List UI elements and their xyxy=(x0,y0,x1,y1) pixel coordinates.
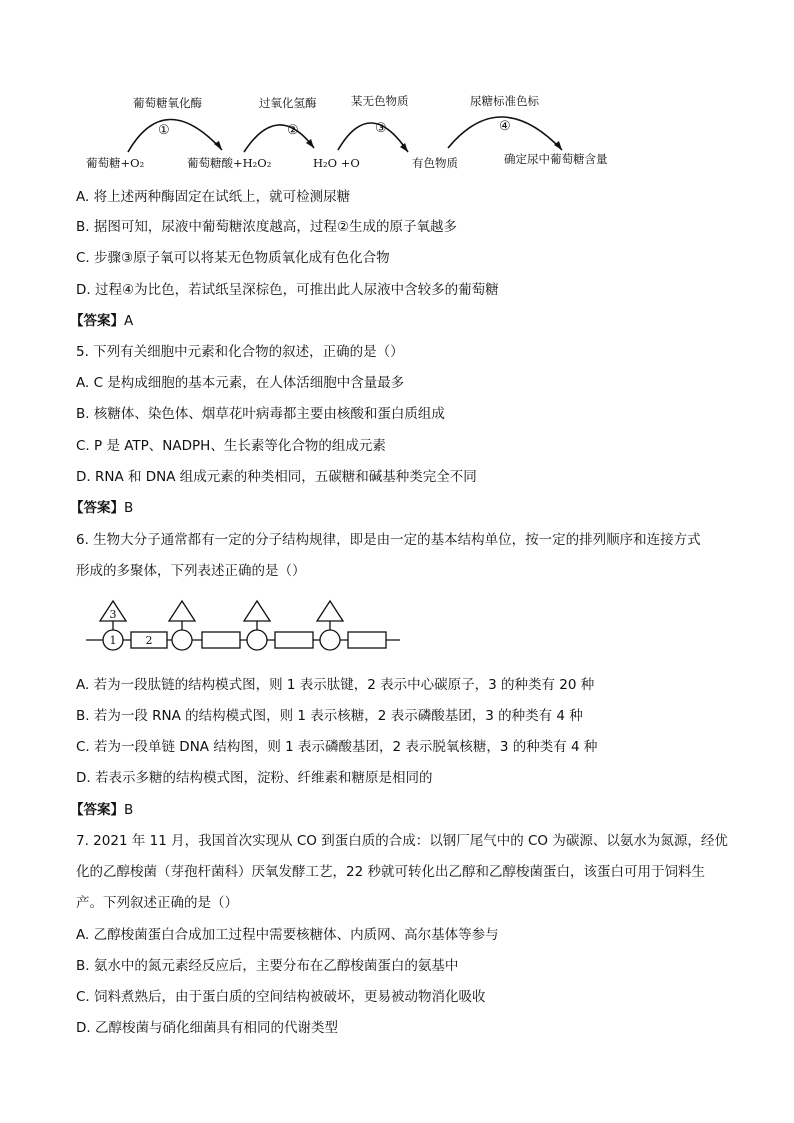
reaction-diagram xyxy=(0,0,794,180)
step-label-2: ② xyxy=(287,123,299,138)
q4-option-c: C. 步骤③原子氧可以将某无色物质氧化成有色化合物 xyxy=(76,250,390,266)
q6-option-b: B. 若为一段 RNA 的结构模式图，则 1 表示核糖，2 表示磷酸基团，3 的种类有 4 种 xyxy=(76,708,583,724)
step-label-3: ③ xyxy=(375,121,387,136)
q7-option-d: D. 乙醇梭菌与硝化细菌具有相同的代谢类型 xyxy=(76,1020,338,1036)
polymer-diagram xyxy=(0,590,794,660)
q6-stem-line-2: 形成的多聚体，下列表述正确的是（） xyxy=(76,563,306,579)
answer-label: 【答案】 xyxy=(70,313,124,329)
circle-4 xyxy=(320,630,340,650)
q6-option-a: A. 若为一段肽链的结构模式图，则 1 表示肽键，2 表示中心碳原子，3 的种类有 20 种 xyxy=(76,677,595,693)
answer-value: B xyxy=(124,500,134,516)
arc-step-3 xyxy=(338,123,408,152)
q7-option-c: C. 饲料煮熟后，由于蛋白质的空间结构被破坏，更易被动物消化吸收 xyxy=(76,989,486,1005)
circle-2 xyxy=(172,630,192,650)
enzyme-label-3: 某无色物质 xyxy=(351,94,409,108)
q5-answer xyxy=(70,499,133,517)
q4-option-b: B. 据图可知，尿液中葡萄糖浓度越高，过程②生成的原子氧越多 xyxy=(76,219,457,235)
node-water-oxygen: H₂O +O xyxy=(313,156,360,170)
arc-step-1 xyxy=(128,119,222,152)
q5-stem: 5. 下列有关细胞中元素和化合物的叙述，正确的是（） xyxy=(76,344,404,360)
q5-option-d: D. RNA 和 DNA 组成元素的种类相同，五碳糖和碱基种类完全不同 xyxy=(76,469,477,485)
enzyme-label-2: 过氧化氢酶 xyxy=(259,96,317,110)
q7-stem-line-1: 7. 2021 年 11 月，我国首次实现从 CO 到蛋白质的合成：以钢厂尾气中的 CO 为碳源、以氨水为氮源，经优 xyxy=(76,833,728,849)
rect-4 xyxy=(348,632,386,648)
q7-option-b: B. 氨水中的氮元素经反应后，主要分布在乙醇梭菌蛋白的氨基中 xyxy=(76,958,459,974)
answer-value: B xyxy=(124,802,134,818)
node-glucose: 葡萄糖+O₂ xyxy=(86,156,145,170)
node-colored-substance: 有色物质 xyxy=(412,156,458,170)
q6-option-d: D. 若表示多糖的结构模式图，淀粉、纤维素和糖原是相同的 xyxy=(76,770,433,786)
triangle-2 xyxy=(169,601,195,621)
answer-value: A xyxy=(124,313,134,329)
enzyme-label-4: 尿糖标准色标 xyxy=(470,94,539,108)
rect-label: 2 xyxy=(145,634,153,647)
q6-stem-line-1: 6. 生物大分子通常都有一定的分子结构规律，即是由一定的基本结构单位，按一定的排列顺序和连接方式 xyxy=(76,532,701,548)
q4-option-d: D. 过程④为比色，若试纸呈深棕色，可推出此人尿液中含较多的葡萄糖 xyxy=(76,282,499,298)
q4-answer xyxy=(70,312,133,330)
q4-option-a: A. 将上述两种酶固定在试纸上，就可检测尿糖 xyxy=(76,189,351,205)
answer-label: 【答案】 xyxy=(70,500,124,516)
triangle-3 xyxy=(244,601,270,621)
arrowhead-3 xyxy=(400,143,408,152)
rect-3 xyxy=(275,632,313,648)
q6-option-c: C. 若为一段单链 DNA 结构图，则 1 表示磷酸基团，2 表示脱氧核糖，3 的种类有 4 种 xyxy=(76,739,598,755)
node-glucose-content: 确定尿中葡萄糖含量 xyxy=(504,152,608,166)
rect-2 xyxy=(202,632,240,648)
answer-label: 【答案】 xyxy=(70,802,124,818)
q5-option-c: C. P 是 ATP、NADPH、生长素等化合物的组成元素 xyxy=(76,438,386,454)
q7-option-a: A. 乙醇梭菌蛋白合成加工过程中需要核糖体、内质网、高尔基体等参与 xyxy=(76,927,499,943)
node-gluconic-acid: 葡萄糖酸+H₂O₂ xyxy=(187,156,272,170)
enzyme-label-1: 葡萄糖氧化酶 xyxy=(133,96,202,110)
arc-step-2 xyxy=(244,125,314,152)
q5-option-b: B. 核糖体、染色体、烟草花叶病毒都主要由核酸和蛋白质组成 xyxy=(76,406,445,422)
step-label-4: ④ xyxy=(499,119,511,134)
circle-3 xyxy=(247,630,267,650)
triangle-4 xyxy=(317,601,343,621)
q6-answer xyxy=(70,801,133,819)
triangle-label: 3 xyxy=(109,608,117,621)
q5-option-a: A. C 是构成细胞的基本元素，在人体活细胞中含量最多 xyxy=(76,375,405,391)
step-label-1: ① xyxy=(158,123,170,138)
q7-stem-line-3: 产。下列叙述正确的是（） xyxy=(76,895,238,911)
q7-stem-line-2: 化的乙醇梭菌（芽孢杆菌科）厌氧发酵工艺，22 秒就可转化出乙醇和乙醇梭菌蛋白，该蛋白可用于饲料生 xyxy=(76,864,705,880)
circle-label: 1 xyxy=(109,634,117,647)
